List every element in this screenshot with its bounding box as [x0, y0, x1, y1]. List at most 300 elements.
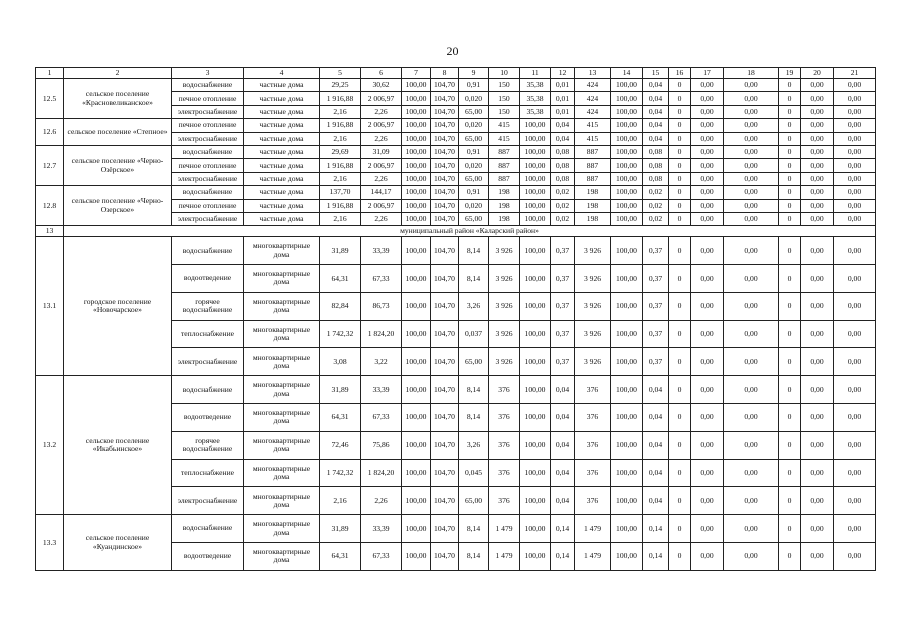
- value-cell: 0: [779, 543, 801, 571]
- value-cell: 0: [669, 145, 691, 158]
- value-cell: 1 824,20: [361, 320, 402, 348]
- column-header: 21: [834, 68, 876, 79]
- value-cell: 0: [779, 459, 801, 487]
- building-type: частные дома: [244, 172, 320, 185]
- value-cell: 100,00: [402, 348, 431, 376]
- row-number: 13.1: [36, 237, 64, 376]
- value-cell: 2,26: [361, 487, 402, 515]
- settlement-name: сельское поселение «Красновеликанское»: [64, 79, 172, 119]
- value-cell: 104,70: [431, 237, 459, 265]
- value-cell: 104,70: [431, 212, 459, 225]
- settlement-name: городское поселение «Новочарское»: [64, 237, 172, 376]
- settlement-name: сельское поселение «Куандинское»: [64, 515, 172, 571]
- value-cell: 100,00: [402, 145, 431, 158]
- value-cell: 0,00: [801, 79, 834, 92]
- value-cell: 0,08: [551, 145, 575, 158]
- value-cell: 3 926: [489, 265, 520, 293]
- value-cell: 0,00: [691, 376, 724, 404]
- value-cell: 2,26: [361, 172, 402, 185]
- value-cell: 104,70: [431, 119, 459, 132]
- value-cell: 0: [779, 515, 801, 543]
- service-type: теплоснабжение: [172, 459, 244, 487]
- value-cell: 0,00: [691, 212, 724, 225]
- service-type: электроснабжение: [172, 212, 244, 225]
- value-cell: 0,00: [801, 119, 834, 132]
- row-number: 12.6: [36, 119, 64, 146]
- value-cell: 0,04: [643, 459, 669, 487]
- value-cell: 376: [489, 376, 520, 404]
- value-cell: 30,62: [361, 79, 402, 92]
- value-cell: 887: [575, 172, 611, 185]
- value-cell: 100,00: [520, 237, 551, 265]
- row-number: 12.5: [36, 79, 64, 119]
- value-cell: 0,02: [551, 186, 575, 199]
- value-cell: 100,00: [520, 404, 551, 432]
- value-cell: 100,00: [402, 199, 431, 212]
- value-cell: 100,00: [402, 515, 431, 543]
- value-cell: 35,38: [520, 79, 551, 92]
- value-cell: 0: [669, 487, 691, 515]
- value-cell: 100,00: [402, 543, 431, 571]
- value-cell: 0,04: [551, 487, 575, 515]
- value-cell: 0,00: [724, 199, 779, 212]
- value-cell: 0: [669, 199, 691, 212]
- value-cell: 0,00: [834, 132, 876, 145]
- value-cell: 0,00: [801, 159, 834, 172]
- building-type: многоквартирные дома: [244, 348, 320, 376]
- value-cell: 0,04: [551, 459, 575, 487]
- value-cell: 100,00: [611, 212, 643, 225]
- building-type: многоквартирные дома: [244, 265, 320, 293]
- value-cell: 104,70: [431, 292, 459, 320]
- value-cell: 0: [779, 348, 801, 376]
- value-cell: 0,00: [724, 212, 779, 225]
- value-cell: 100,00: [611, 79, 643, 92]
- value-cell: 424: [575, 79, 611, 92]
- value-cell: 0: [669, 105, 691, 118]
- value-cell: 0,00: [834, 292, 876, 320]
- value-cell: 0,00: [691, 459, 724, 487]
- value-cell: 198: [575, 199, 611, 212]
- value-cell: 0,00: [834, 459, 876, 487]
- row-number: 12.8: [36, 186, 64, 226]
- value-cell: 0,00: [834, 186, 876, 199]
- value-cell: 100,00: [611, 459, 643, 487]
- value-cell: 0: [779, 172, 801, 185]
- value-cell: 0,00: [834, 348, 876, 376]
- service-type: электроснабжение: [172, 132, 244, 145]
- table-row: [36, 376, 876, 404]
- value-cell: 0: [669, 320, 691, 348]
- value-cell: 100,00: [402, 119, 431, 132]
- value-cell: 100,00: [611, 159, 643, 172]
- value-cell: 33,39: [361, 515, 402, 543]
- value-cell: 0: [669, 265, 691, 293]
- building-type: частные дома: [244, 159, 320, 172]
- value-cell: 0: [669, 172, 691, 185]
- value-cell: 100,00: [611, 199, 643, 212]
- value-cell: 376: [575, 431, 611, 459]
- value-cell: 1 824,20: [361, 459, 402, 487]
- value-cell: 0,00: [724, 92, 779, 105]
- value-cell: 35,38: [520, 105, 551, 118]
- building-type: многоквартирные дома: [244, 543, 320, 571]
- value-cell: 0,00: [801, 199, 834, 212]
- value-cell: 100,00: [520, 348, 551, 376]
- service-type: водоотведение: [172, 265, 244, 293]
- value-cell: 100,00: [611, 348, 643, 376]
- value-cell: 0,00: [724, 105, 779, 118]
- building-type: частные дома: [244, 92, 320, 105]
- value-cell: 0,01: [551, 105, 575, 118]
- value-cell: 0,00: [801, 212, 834, 225]
- column-header: 2: [64, 68, 172, 79]
- value-cell: 100,00: [520, 159, 551, 172]
- value-cell: 0,045: [459, 459, 489, 487]
- value-cell: 0,00: [691, 265, 724, 293]
- value-cell: 33,39: [361, 376, 402, 404]
- value-cell: 0,00: [801, 348, 834, 376]
- value-cell: 31,89: [320, 237, 361, 265]
- value-cell: 0,00: [724, 145, 779, 158]
- building-type: многоквартирные дома: [244, 320, 320, 348]
- value-cell: 100,00: [402, 376, 431, 404]
- value-cell: 100,00: [402, 172, 431, 185]
- value-cell: 8,14: [459, 265, 489, 293]
- value-cell: 1 479: [489, 543, 520, 571]
- value-cell: 104,70: [431, 348, 459, 376]
- column-header: 7: [402, 68, 431, 79]
- value-cell: 8,14: [459, 237, 489, 265]
- service-type: печное отопление: [172, 119, 244, 132]
- column-header: 6: [361, 68, 402, 79]
- value-cell: 0,00: [801, 376, 834, 404]
- value-cell: 100,00: [611, 265, 643, 293]
- value-cell: 0,00: [691, 431, 724, 459]
- value-cell: 2,16: [320, 212, 361, 225]
- value-cell: 0,020: [459, 119, 489, 132]
- service-type: водоснабжение: [172, 237, 244, 265]
- column-header: 3: [172, 68, 244, 79]
- value-cell: 1 742,32: [320, 459, 361, 487]
- value-cell: 29,69: [320, 145, 361, 158]
- value-cell: 0,00: [691, 92, 724, 105]
- value-cell: 8,14: [459, 404, 489, 432]
- value-cell: 0,00: [724, 431, 779, 459]
- value-cell: 1 916,88: [320, 119, 361, 132]
- tariff-table: [35, 67, 876, 571]
- service-type: водоснабжение: [172, 145, 244, 158]
- value-cell: 0,00: [801, 265, 834, 293]
- table-row: [36, 119, 876, 132]
- value-cell: 0: [779, 431, 801, 459]
- value-cell: 0: [779, 487, 801, 515]
- value-cell: 1 916,88: [320, 199, 361, 212]
- value-cell: 198: [489, 186, 520, 199]
- building-type: многоквартирные дома: [244, 237, 320, 265]
- value-cell: 376: [575, 459, 611, 487]
- value-cell: 1 479: [575, 543, 611, 571]
- value-cell: 67,33: [361, 404, 402, 432]
- value-cell: 100,00: [611, 132, 643, 145]
- value-cell: 0,00: [691, 237, 724, 265]
- value-cell: 0,37: [643, 348, 669, 376]
- value-cell: 100,00: [611, 145, 643, 158]
- value-cell: 2,16: [320, 172, 361, 185]
- value-cell: 376: [489, 487, 520, 515]
- header-row: [36, 68, 876, 79]
- value-cell: 100,00: [520, 459, 551, 487]
- value-cell: 0,00: [691, 320, 724, 348]
- value-cell: 0,37: [643, 237, 669, 265]
- value-cell: 424: [575, 105, 611, 118]
- table-row: [36, 515, 876, 543]
- value-cell: 104,70: [431, 543, 459, 571]
- value-cell: 104,70: [431, 92, 459, 105]
- value-cell: 2 006,97: [361, 159, 402, 172]
- value-cell: 64,31: [320, 404, 361, 432]
- value-cell: 35,38: [520, 92, 551, 105]
- value-cell: 100,00: [402, 459, 431, 487]
- value-cell: 65,00: [459, 132, 489, 145]
- value-cell: 0,020: [459, 199, 489, 212]
- value-cell: 0,020: [459, 159, 489, 172]
- value-cell: 376: [575, 376, 611, 404]
- value-cell: 424: [575, 92, 611, 105]
- value-cell: 0: [669, 79, 691, 92]
- value-cell: 0,00: [724, 186, 779, 199]
- value-cell: 0,00: [801, 105, 834, 118]
- value-cell: 104,70: [431, 265, 459, 293]
- building-type: частные дома: [244, 119, 320, 132]
- table-row: [36, 237, 876, 265]
- building-type: многоквартирные дома: [244, 376, 320, 404]
- value-cell: 2,16: [320, 105, 361, 118]
- value-cell: 0,00: [724, 376, 779, 404]
- value-cell: 100,00: [611, 119, 643, 132]
- value-cell: 104,70: [431, 404, 459, 432]
- value-cell: 0,00: [834, 199, 876, 212]
- building-type: многоквартирные дома: [244, 515, 320, 543]
- value-cell: 0: [669, 431, 691, 459]
- value-cell: 887: [575, 145, 611, 158]
- value-cell: 0,00: [724, 459, 779, 487]
- value-cell: 82,84: [320, 292, 361, 320]
- value-cell: 0,00: [724, 320, 779, 348]
- value-cell: 0,08: [643, 145, 669, 158]
- value-cell: 0,37: [551, 265, 575, 293]
- value-cell: 0: [779, 132, 801, 145]
- value-cell: 0,14: [643, 543, 669, 571]
- value-cell: 0,00: [724, 237, 779, 265]
- building-type: частные дома: [244, 132, 320, 145]
- value-cell: 100,00: [402, 265, 431, 293]
- value-cell: 3,08: [320, 348, 361, 376]
- value-cell: 0,00: [801, 431, 834, 459]
- value-cell: 100,00: [402, 404, 431, 432]
- value-cell: 33,39: [361, 237, 402, 265]
- value-cell: 0: [669, 92, 691, 105]
- value-cell: 0,00: [801, 487, 834, 515]
- value-cell: 0,37: [551, 320, 575, 348]
- service-type: электроснабжение: [172, 348, 244, 376]
- value-cell: 0,14: [643, 515, 669, 543]
- value-cell: 100,00: [611, 515, 643, 543]
- value-cell: 0,00: [834, 159, 876, 172]
- value-cell: 887: [575, 159, 611, 172]
- value-cell: 887: [489, 145, 520, 158]
- value-cell: 0: [669, 159, 691, 172]
- value-cell: 100,00: [611, 292, 643, 320]
- service-type: водоснабжение: [172, 79, 244, 92]
- value-cell: 0,00: [724, 543, 779, 571]
- value-cell: 0,00: [724, 515, 779, 543]
- value-cell: 0,00: [801, 145, 834, 158]
- value-cell: 0,02: [551, 199, 575, 212]
- value-cell: 104,70: [431, 159, 459, 172]
- value-cell: 65,00: [459, 172, 489, 185]
- value-cell: 2 006,97: [361, 119, 402, 132]
- value-cell: 29,25: [320, 79, 361, 92]
- value-cell: 100,00: [402, 92, 431, 105]
- service-type: водоснабжение: [172, 186, 244, 199]
- building-type: частные дома: [244, 212, 320, 225]
- value-cell: 0,04: [643, 119, 669, 132]
- value-cell: 3 926: [575, 320, 611, 348]
- value-cell: 0,04: [643, 431, 669, 459]
- value-cell: 3 926: [489, 292, 520, 320]
- value-cell: 0,00: [801, 132, 834, 145]
- service-type: электроснабжение: [172, 172, 244, 185]
- section-number: 13: [36, 226, 64, 237]
- value-cell: 100,00: [611, 376, 643, 404]
- value-cell: 0,00: [834, 145, 876, 158]
- value-cell: 0,01: [551, 79, 575, 92]
- column-header: 17: [691, 68, 724, 79]
- building-type: многоквартирные дома: [244, 292, 320, 320]
- value-cell: 1 742,32: [320, 320, 361, 348]
- value-cell: 0,037: [459, 320, 489, 348]
- value-cell: 0: [669, 376, 691, 404]
- value-cell: 100,00: [611, 487, 643, 515]
- value-cell: 100,00: [520, 212, 551, 225]
- value-cell: 3 926: [575, 237, 611, 265]
- value-cell: 0,08: [551, 159, 575, 172]
- value-cell: 2,26: [361, 105, 402, 118]
- value-cell: 100,00: [402, 320, 431, 348]
- value-cell: 198: [489, 212, 520, 225]
- value-cell: 0,00: [801, 237, 834, 265]
- value-cell: 0: [669, 119, 691, 132]
- value-cell: 8,14: [459, 515, 489, 543]
- value-cell: 0,37: [551, 292, 575, 320]
- value-cell: 100,00: [520, 376, 551, 404]
- value-cell: 100,00: [402, 132, 431, 145]
- value-cell: 100,00: [520, 431, 551, 459]
- value-cell: 0,37: [643, 320, 669, 348]
- value-cell: 0,00: [724, 172, 779, 185]
- value-cell: 100,00: [402, 105, 431, 118]
- value-cell: 0,08: [643, 172, 669, 185]
- column-header: 18: [724, 68, 779, 79]
- value-cell: 0,00: [724, 265, 779, 293]
- value-cell: 1 479: [575, 515, 611, 543]
- value-cell: 0,00: [691, 79, 724, 92]
- column-header: 1: [36, 68, 64, 79]
- value-cell: 376: [575, 404, 611, 432]
- value-cell: 0,00: [834, 265, 876, 293]
- value-cell: 0,04: [551, 119, 575, 132]
- value-cell: 100,00: [611, 237, 643, 265]
- value-cell: 0,00: [691, 487, 724, 515]
- building-type: многоквартирные дома: [244, 431, 320, 459]
- value-cell: 100,00: [611, 186, 643, 199]
- value-cell: 0: [779, 159, 801, 172]
- value-cell: 0,04: [551, 376, 575, 404]
- value-cell: 0: [669, 237, 691, 265]
- settlement-name: сельское поселение «Черно-Озерское»: [64, 186, 172, 226]
- value-cell: 65,00: [459, 487, 489, 515]
- value-cell: 3,26: [459, 431, 489, 459]
- value-cell: 0,00: [801, 404, 834, 432]
- building-type: многоквартирные дома: [244, 404, 320, 432]
- value-cell: 100,00: [520, 292, 551, 320]
- service-type: печное отопление: [172, 92, 244, 105]
- value-cell: 64,31: [320, 543, 361, 571]
- value-cell: 0,00: [691, 292, 724, 320]
- value-cell: 67,33: [361, 543, 402, 571]
- column-header: 14: [611, 68, 643, 79]
- value-cell: 0: [669, 292, 691, 320]
- value-cell: 0: [779, 320, 801, 348]
- value-cell: 0,14: [551, 543, 575, 571]
- column-header: 12: [551, 68, 575, 79]
- value-cell: 198: [575, 186, 611, 199]
- value-cell: 0: [669, 212, 691, 225]
- value-cell: 0,00: [691, 348, 724, 376]
- value-cell: 100,00: [611, 92, 643, 105]
- value-cell: 376: [489, 459, 520, 487]
- value-cell: 0: [779, 105, 801, 118]
- value-cell: 0,00: [724, 79, 779, 92]
- value-cell: 0,00: [834, 431, 876, 459]
- value-cell: 0: [779, 292, 801, 320]
- value-cell: 104,70: [431, 145, 459, 158]
- value-cell: 0,00: [724, 487, 779, 515]
- value-cell: 415: [575, 132, 611, 145]
- value-cell: 3 926: [489, 348, 520, 376]
- value-cell: 0,02: [643, 212, 669, 225]
- value-cell: 0,00: [724, 119, 779, 132]
- value-cell: 100,00: [402, 186, 431, 199]
- value-cell: 104,70: [431, 79, 459, 92]
- building-type: частные дома: [244, 145, 320, 158]
- building-type: частные дома: [244, 186, 320, 199]
- value-cell: 0: [779, 79, 801, 92]
- value-cell: 0,91: [459, 145, 489, 158]
- value-cell: 0: [669, 348, 691, 376]
- value-cell: 0: [779, 199, 801, 212]
- value-cell: 0: [779, 186, 801, 199]
- value-cell: 0,00: [724, 132, 779, 145]
- value-cell: 65,00: [459, 105, 489, 118]
- value-cell: 0,00: [834, 404, 876, 432]
- row-number: 12.7: [36, 145, 64, 185]
- value-cell: 104,70: [431, 487, 459, 515]
- value-cell: 100,00: [402, 237, 431, 265]
- value-cell: 0,04: [643, 376, 669, 404]
- value-cell: 0,04: [643, 105, 669, 118]
